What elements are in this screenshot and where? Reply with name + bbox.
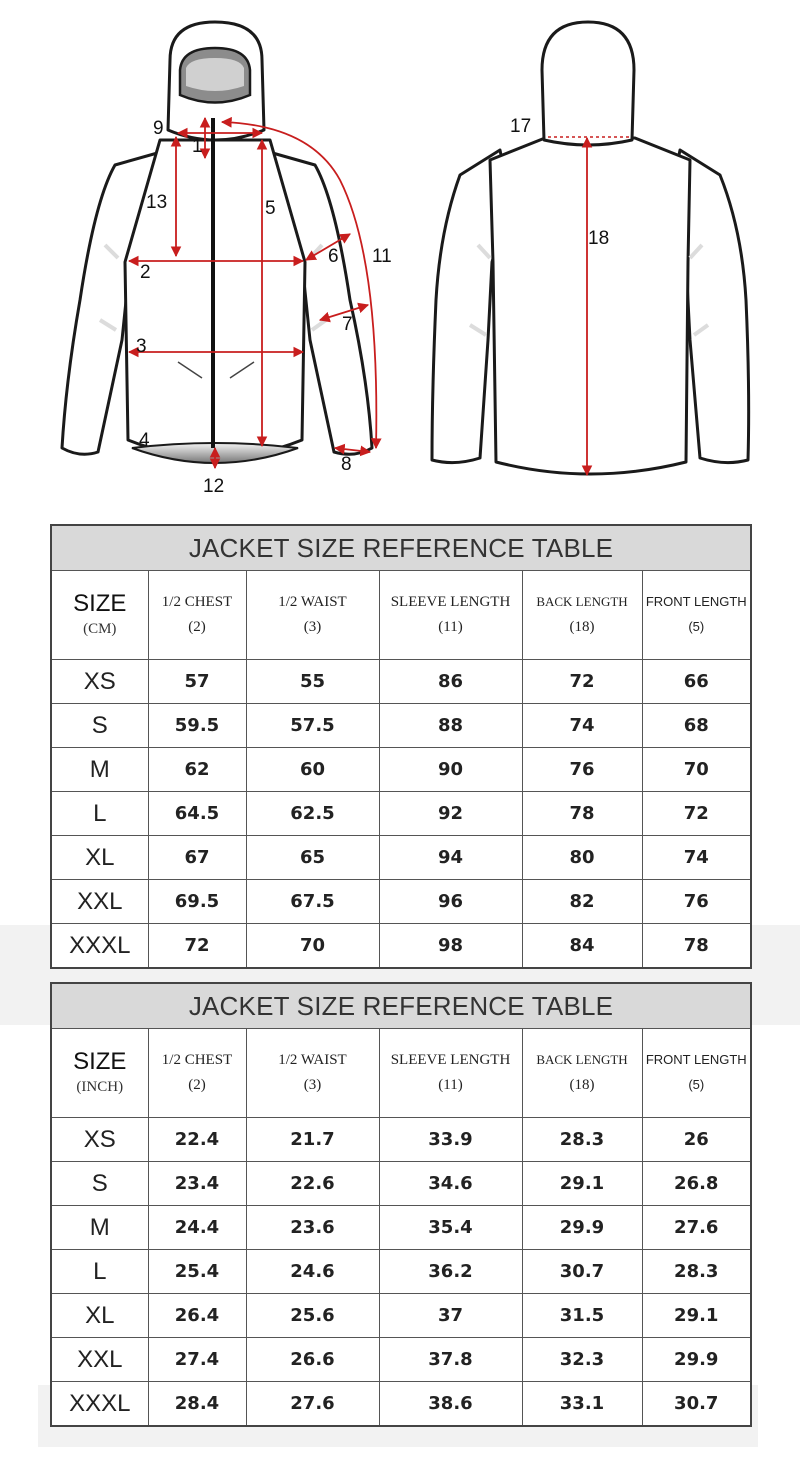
measurement-cell: 80 <box>522 836 642 880</box>
measurement-cell: 37 <box>379 1294 522 1338</box>
column-header: SLEEVE LENGTH (11) <box>379 1029 522 1118</box>
size-table-inch <box>50 982 752 1427</box>
measurement-cell: 90 <box>379 748 522 792</box>
label-9: 9 <box>153 118 164 139</box>
measurement-cell: 28.3 <box>522 1118 642 1162</box>
size-cell: M <box>51 748 148 792</box>
measurement-cell: 84 <box>522 924 642 969</box>
table-row <box>51 1294 751 1338</box>
column-header: 1/2 WAIST (3) <box>246 571 379 660</box>
measurement-cell: 76 <box>522 748 642 792</box>
label-1: 1 <box>192 136 203 157</box>
jacket-measurement-diagram <box>0 0 800 510</box>
size-cell: L <box>51 792 148 836</box>
measurement-cell: 78 <box>642 924 751 969</box>
measurement-cell: 68 <box>642 704 751 748</box>
measurement-cell: 70 <box>642 748 751 792</box>
table-row <box>51 880 751 924</box>
table-row <box>51 1250 751 1294</box>
measurement-cell: 67.5 <box>246 880 379 924</box>
size-cell: XL <box>51 1294 148 1338</box>
measurement-cell: 30.7 <box>522 1250 642 1294</box>
measurement-cell: 26.4 <box>148 1294 246 1338</box>
size-cell: XXL <box>51 1338 148 1382</box>
size-cell: XXXL <box>51 1382 148 1427</box>
label-4: 4 <box>139 430 150 451</box>
table-row <box>51 924 751 969</box>
measurement-cell: 66 <box>642 660 751 704</box>
measurement-cell: 28.4 <box>148 1382 246 1427</box>
column-header: SLEEVE LENGTH (11) <box>379 571 522 660</box>
measurement-cell: 26 <box>642 1118 751 1162</box>
label-2: 2 <box>140 262 151 283</box>
measurement-cell: 65 <box>246 836 379 880</box>
measurement-cell: 72 <box>642 792 751 836</box>
measurement-cell: 86 <box>379 660 522 704</box>
hood-lining <box>186 58 244 91</box>
measurement-cell: 27.6 <box>246 1382 379 1427</box>
table-row <box>51 792 751 836</box>
measurement-cell: 38.6 <box>379 1382 522 1427</box>
label-12: 12 <box>203 476 225 497</box>
measurement-cell: 24.4 <box>148 1206 246 1250</box>
size-cell: XS <box>51 1118 148 1162</box>
measurement-cell: 26.8 <box>642 1162 751 1206</box>
table-row <box>51 1382 751 1427</box>
measurement-cell: 78 <box>522 792 642 836</box>
size-cell: XL <box>51 836 148 880</box>
size-table-cm <box>50 524 752 969</box>
table-row <box>51 1162 751 1206</box>
table-row <box>51 1338 751 1382</box>
measurement-cell: 69.5 <box>148 880 246 924</box>
measurement-cell: 96 <box>379 880 522 924</box>
measurement-cell: 34.6 <box>379 1162 522 1206</box>
measurement-cell: 31.5 <box>522 1294 642 1338</box>
measurement-cell: 36.2 <box>379 1250 522 1294</box>
measurement-cell: 29.1 <box>522 1162 642 1206</box>
measurement-cell: 82 <box>522 880 642 924</box>
unit-label: (INCH) <box>76 1079 124 1095</box>
measurement-cell: 60 <box>246 748 379 792</box>
measurement-cell: 25.6 <box>246 1294 379 1338</box>
label-17: 17 <box>510 116 532 137</box>
measurement-cell: 94 <box>379 836 522 880</box>
measurement-cell: 33.1 <box>522 1382 642 1427</box>
measurement-cell: 22.4 <box>148 1118 246 1162</box>
size-header: SIZE (INCH) <box>51 1029 148 1118</box>
measurement-cell: 74 <box>522 704 642 748</box>
table-title: JACKET SIZE REFERENCE TABLE <box>51 983 751 1029</box>
measurement-cell: 30.7 <box>642 1382 751 1427</box>
measurement-cell: 29.9 <box>642 1338 751 1382</box>
table-row <box>51 836 751 880</box>
measurement-cell: 21.7 <box>246 1118 379 1162</box>
size-header: SIZE (CM) <box>51 571 148 660</box>
label-18: 18 <box>588 228 610 249</box>
measurement-cell: 23.6 <box>246 1206 379 1250</box>
column-header: 1/2 CHEST (2) <box>148 571 246 660</box>
measurement-cell: 35.4 <box>379 1206 522 1250</box>
measurement-cell: 29.9 <box>522 1206 642 1250</box>
measurement-cell: 37.8 <box>379 1338 522 1382</box>
measurement-cell: 26.6 <box>246 1338 379 1382</box>
measurement-cell: 62.5 <box>246 792 379 836</box>
column-header: BACK LENGTH (18) <box>522 1029 642 1118</box>
table-row <box>51 704 751 748</box>
label-7: 7 <box>342 314 353 335</box>
column-header: BACK LENGTH (18) <box>522 571 642 660</box>
table-row <box>51 1118 751 1162</box>
column-header: FRONT LENGTH (5) <box>642 571 751 660</box>
measurement-cell: 27.4 <box>148 1338 246 1382</box>
measurement-cell: 59.5 <box>148 704 246 748</box>
measurement-cell: 55 <box>246 660 379 704</box>
measurement-cell: 64.5 <box>148 792 246 836</box>
measurement-cell: 57 <box>148 660 246 704</box>
measurement-cell: 72 <box>522 660 642 704</box>
measurement-cell: 24.6 <box>246 1250 379 1294</box>
size-cell: S <box>51 704 148 748</box>
measurement-cell: 25.4 <box>148 1250 246 1294</box>
label-5: 5 <box>265 198 276 219</box>
table-row <box>51 1206 751 1250</box>
size-cell: M <box>51 1206 148 1250</box>
measurement-cell: 72 <box>148 924 246 969</box>
measurement-cell: 67 <box>148 836 246 880</box>
measurement-cell: 23.4 <box>148 1162 246 1206</box>
unit-label: (CM) <box>83 621 117 637</box>
measurement-cell: 92 <box>379 792 522 836</box>
label-6: 6 <box>328 246 339 267</box>
measurement-cell: 74 <box>642 836 751 880</box>
column-header: 1/2 WAIST (3) <box>246 1029 379 1118</box>
measurement-cell: 27.6 <box>642 1206 751 1250</box>
table-title: JACKET SIZE REFERENCE TABLE <box>51 525 751 571</box>
measurement-cell: 76 <box>642 880 751 924</box>
measurement-cell: 70 <box>246 924 379 969</box>
measurement-cell: 29.1 <box>642 1294 751 1338</box>
column-header: FRONT LENGTH (5) <box>642 1029 751 1118</box>
measurement-cell: 22.6 <box>246 1162 379 1206</box>
measurement-cell: 57.5 <box>246 704 379 748</box>
label-8: 8 <box>341 454 352 475</box>
label-11: 11 <box>372 246 392 267</box>
measurement-cell: 28.3 <box>642 1250 751 1294</box>
size-cell: XS <box>51 660 148 704</box>
table-row <box>51 660 751 704</box>
size-cell: XXL <box>51 880 148 924</box>
label-3: 3 <box>136 336 147 357</box>
size-cell: S <box>51 1162 148 1206</box>
column-header: 1/2 CHEST (2) <box>148 1029 246 1118</box>
measurement-cell: 98 <box>379 924 522 969</box>
table-row <box>51 748 751 792</box>
measurement-cell: 32.3 <box>522 1338 642 1382</box>
label-13: 13 <box>146 192 168 213</box>
measurement-cell: 33.9 <box>379 1118 522 1162</box>
size-cell: L <box>51 1250 148 1294</box>
measurement-cell: 62 <box>148 748 246 792</box>
size-cell: XXXL <box>51 924 148 969</box>
measurement-cell: 88 <box>379 704 522 748</box>
